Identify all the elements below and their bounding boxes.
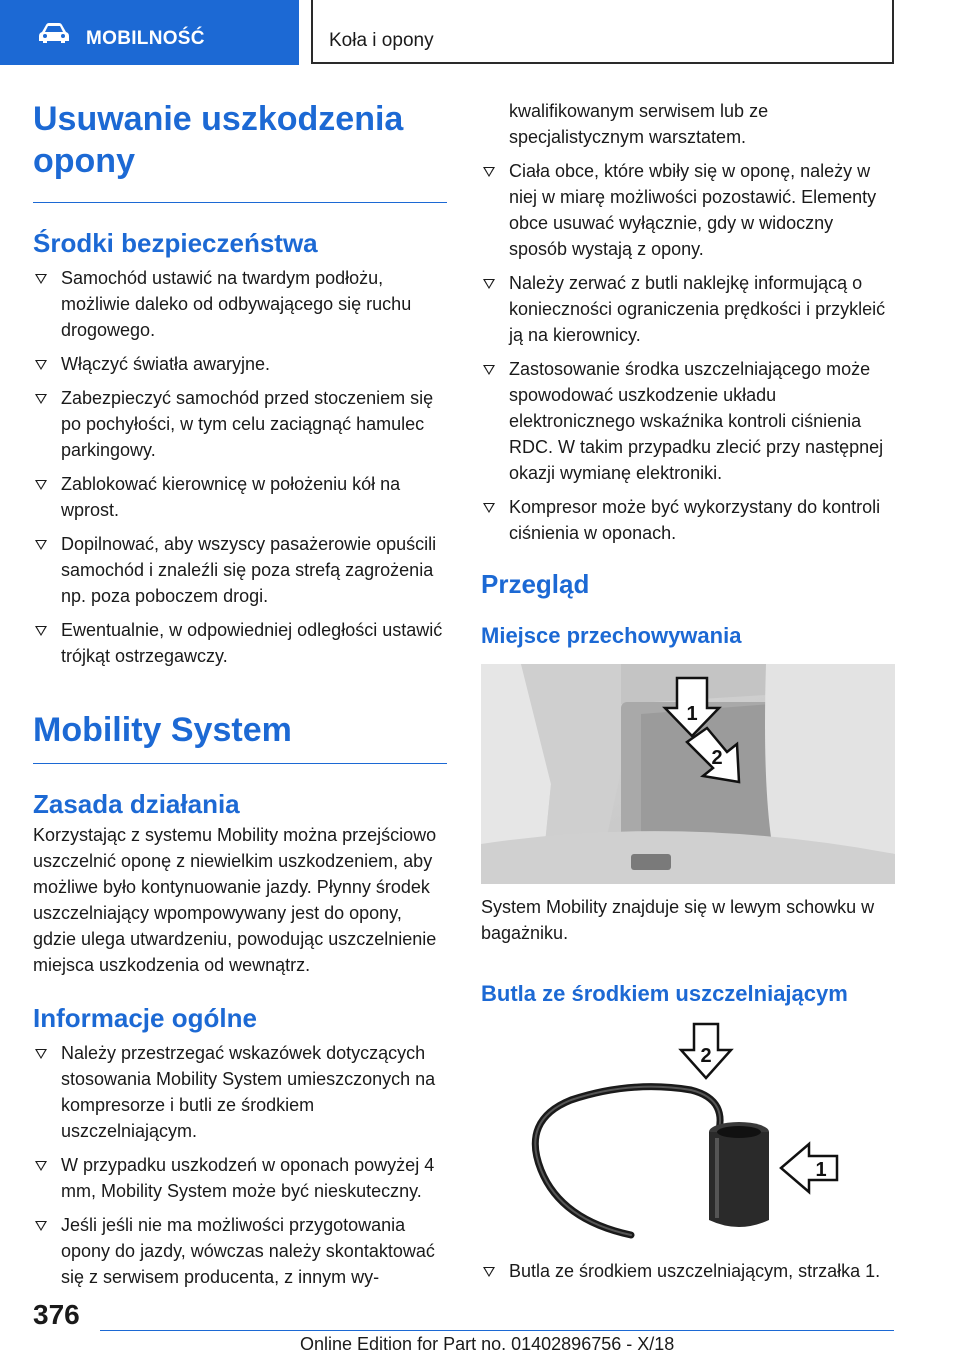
car-icon (38, 22, 70, 44)
sealant-bottle-illustration (481, 1020, 895, 1250)
general-list (33, 1040, 447, 1290)
bottle-list (481, 1258, 895, 1284)
page-title: Usuwanie uszkodzenia opony (33, 100, 404, 180)
list-item: W przypadku uszkodzeń w oponach powyżej 4 mm, Mobility System może być nieskuteczny. (33, 1152, 447, 1204)
safety-heading: Środki bezpieczeństwa (33, 228, 318, 258)
list-item: Zablokować kierownicę w położeniu kół na wprost. (33, 471, 447, 523)
triangle-bullet-icon (35, 360, 47, 370)
mobility-title: Mobility System (33, 711, 292, 749)
triangle-bullet-icon (35, 394, 47, 404)
list-item: Samochód ustawić na twardym podłożu, możliwie daleko od odbywającego się ruchu drogowego. (33, 265, 447, 343)
edition-text: Online Edition for Part no. 01402896756 - X/18 (300, 1334, 675, 1354)
left-column (33, 98, 447, 1290)
page-number: 376 (33, 1299, 80, 1330)
safety-list (33, 265, 447, 669)
storage-heading: Miejsce przechowywania (481, 623, 742, 648)
section-label: MOBILNOŚĆ (86, 28, 205, 49)
right-column (481, 98, 895, 1284)
list-item-continued: kwalifikowanym serwisem lub ze specjalistycznym warsztatem. (509, 101, 769, 147)
bottle-figure (481, 1020, 895, 1250)
mobility-rule (33, 763, 447, 764)
arrow-1-label: 1 (815, 1159, 827, 1181)
list-item: Butla ze środkiem uszczelniającym, strzałka 1. (481, 1258, 895, 1284)
triangle-bullet-icon (483, 167, 495, 177)
section-tab (0, 0, 299, 65)
general-heading: Informacje ogólne (33, 1003, 257, 1033)
triangle-bullet-icon (35, 1161, 47, 1171)
principle-heading: Zasada działania (33, 789, 240, 819)
title-rule (33, 202, 447, 203)
arrow-1-label: 1 (686, 703, 698, 725)
list-item: Włączyć światła awaryjne. (33, 351, 447, 377)
storage-figure (481, 664, 895, 884)
list-item: Zastosowanie środka uszczelniającego może spowodować uszkodzenie układu elektronicznego wskaźnika kontroli ciśnienia RDC. W takim przypadku zlecić przy następnej okazji wymianę elektroniki. (481, 356, 895, 486)
triangle-bullet-icon (483, 503, 495, 513)
triangle-bullet-icon (483, 279, 495, 289)
storage-caption: System Mobility znajduje się w lewym schowku w bagażniku. (481, 897, 875, 943)
triangle-bullet-icon (483, 1267, 495, 1277)
list-item: Dopilnować, aby wszyscy pasażerowie opuścili samochód i znaleźli się poza strefą zagrożenia np. poza poboczem drogi. (33, 531, 447, 609)
arrow-2-label: 2 (711, 747, 723, 769)
chapter-label: Koła i opony (329, 30, 434, 51)
triangle-bullet-icon (35, 480, 47, 490)
list-item: Należy zerwać z butli naklejkę informującą o konieczności ograniczenia prędkości i przykleić ją na kierownicy. (481, 270, 895, 348)
triangle-bullet-icon (35, 1049, 47, 1059)
triangle-bullet-icon (35, 274, 47, 284)
triangle-bullet-icon (483, 365, 495, 375)
list-item: Należy przestrzegać wskazówek dotyczących stosowania Mobility System umieszczonych na kompresorze i butli ze środkiem uszczelniającym. (33, 1040, 447, 1144)
list-item: Zabezpieczyć samochód przed stoczeniem się po pochyłości, w tym celu zaciągnąć hamulec parkingowy. (33, 385, 447, 463)
list-item: Jeśli jeśli nie ma możliwości przygotowania opony do jazdy, wówczas należy skontaktować się z serwisem producenta, z innym wy- (33, 1212, 447, 1290)
list-item: Ciała obce, które wbiły się w oponę, należy w niej w miarę możliwości pozostawić. Elementy obce usuwać wyłącznie, gdy w widoczny sposób wystają z opony. (481, 158, 895, 262)
triangle-bullet-icon (35, 626, 47, 636)
triangle-bullet-icon (35, 540, 47, 550)
continued-list (481, 98, 895, 546)
principle-text: Korzystając z systemu Mobility można przejściowo uszczelnić oponę z niewielkim uszkodzeniem, aby możliwe było kontynuowanie jazdy. Płynny środek uszczelniający wpompowywany jest do opony, gdzie ulega utwardzeniu, powodując uszczelnienie miejsca uszkodzenia od wewnątrz. (33, 825, 437, 975)
overview-heading: Przegląd (481, 569, 590, 599)
bottle-heading: Butla ze środkiem uszczelniającym (481, 981, 848, 1006)
arrow-2-label: 2 (700, 1045, 712, 1067)
list-item: Ewentualnie, w odpowiedniej odległości ustawić trójkąt ostrzegawczy. (33, 617, 447, 669)
triangle-bullet-icon (35, 1221, 47, 1231)
list-item: Kompresor może być wykorzystany do kontroli ciśnienia w oponach. (481, 494, 895, 546)
storage-compartment-illustration (481, 664, 895, 884)
chapter-tab (311, 0, 894, 64)
footer-rule (100, 1330, 894, 1331)
